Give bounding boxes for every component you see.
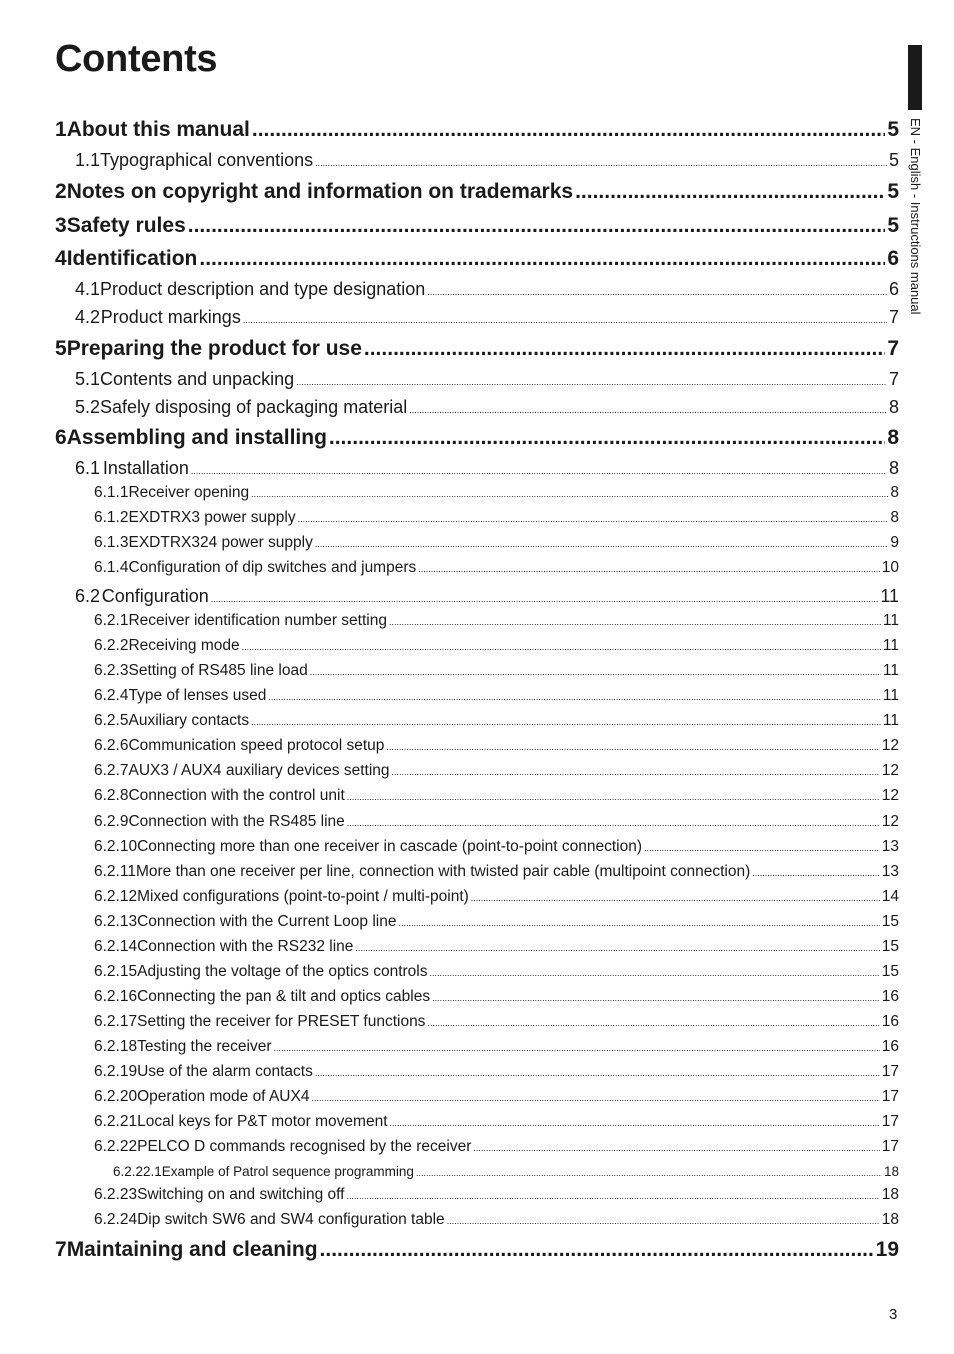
toc-entry-number: 1.1 [75, 150, 101, 170]
toc-entry-page: 12 [881, 762, 899, 779]
toc-entry-number: 6.2.2 [94, 637, 129, 654]
toc-entry-title: Contents and unpacking [100, 369, 295, 389]
toc-entry-number: 7 [55, 1238, 67, 1261]
toc-entry-number: 6.2.22 [94, 1138, 138, 1155]
toc-entry-number: 6 [55, 426, 67, 449]
toc-entry-number: 6.2.4 [94, 687, 129, 704]
toc-entry-title: Installation [102, 458, 189, 478]
toc-entry-number: 6.2.15 [94, 963, 138, 980]
toc-entry-title: Connection with the RS485 line [128, 813, 345, 830]
toc-dot-leader [389, 617, 881, 627]
toc-entry[interactable] [55, 214, 899, 238]
toc-dot-leader [346, 1191, 879, 1201]
toc-entry-page: 18 [881, 1211, 899, 1228]
toc-entry-page: 17 [881, 1063, 899, 1080]
toc-entry-page: 18 [883, 1164, 899, 1179]
toc-dot-leader [311, 1093, 879, 1103]
toc-entry-number: 6.1.2 [94, 509, 129, 526]
toc-entry-number: 6.2.8 [94, 787, 129, 804]
toc-dot-leader [409, 405, 887, 415]
toc-dot-leader [418, 564, 880, 574]
toc-dot-leader [310, 667, 881, 677]
toc-entry-title: Local keys for P&T motor movement [137, 1113, 388, 1130]
toc-entry-number: 6.2.11 [94, 863, 136, 880]
toc-entry-title: Product markings [100, 307, 241, 327]
toc-dot-leader [390, 1118, 880, 1128]
toc-entry-title: Maintaining and cleaning [66, 1238, 318, 1261]
toc-entry-page: 7 [888, 307, 899, 327]
toc-entry-title: Assembling and installing [66, 426, 327, 449]
toc-entry[interactable] [94, 1186, 899, 1204]
toc-entry-page: 11 [882, 637, 899, 654]
toc-entry-page: 8 [888, 397, 899, 417]
toc-entry-page: 8 [888, 458, 899, 478]
toc-dot-leader [355, 943, 879, 953]
toc-entry[interactable] [94, 1013, 899, 1031]
toc-entry-page: 11 [882, 687, 899, 704]
toc-entry-title: EXDTRX324 power supply [128, 534, 313, 551]
toc-entry[interactable] [94, 1063, 899, 1081]
toc-entry-title: Receiver opening [128, 484, 250, 501]
toc-entry-title: Use of the alarm contacts [137, 1063, 313, 1080]
toc-entry[interactable] [94, 687, 899, 705]
toc-entry-page: 17 [881, 1088, 899, 1105]
toc-entry-page: 13 [881, 863, 899, 880]
toc-entry-page: 7 [887, 337, 899, 360]
toc-entry[interactable] [94, 813, 899, 831]
toc-entry[interactable] [94, 762, 899, 780]
toc-entry[interactable] [55, 426, 899, 450]
page-number: 3 [889, 1306, 898, 1323]
toc-entry[interactable] [94, 737, 899, 755]
toc-entry[interactable] [94, 787, 899, 805]
toc-entry[interactable] [94, 1088, 899, 1106]
toc-entry-title: More than one receiver per line, connection with twisted pair cable (multipoint connection) [135, 863, 751, 880]
toc-entry-title: Connecting the pan & tilt and optics cables [137, 988, 431, 1005]
toc-entry-number: 6.2.22.1 [113, 1164, 162, 1179]
toc-entry-title: Preparing the product for use [66, 337, 362, 360]
toc-entry-number: 6.2.23 [94, 1186, 138, 1203]
toc-dot-leader [274, 1043, 880, 1053]
language-tab-marker [908, 45, 922, 110]
toc-entry-title: Testing the receiver [137, 1038, 272, 1055]
toc-entry[interactable] [55, 337, 899, 361]
toc-entry-page: 10 [881, 559, 899, 576]
toc-dot-leader [392, 767, 880, 777]
toc-entry-number: 6.1.1 [94, 484, 129, 501]
toc-entry-title: Safely disposing of packaging material [100, 397, 408, 417]
toc-entry[interactable] [94, 863, 899, 881]
toc-entry-title: Setting the receiver for PRESET functions [137, 1013, 426, 1030]
toc-dot-leader [427, 287, 887, 297]
side-language-label: EN - English - Instructions manual [908, 118, 923, 315]
toc-entry[interactable] [94, 988, 899, 1006]
toc-entry[interactable] [55, 118, 899, 142]
toc-dot-leader [364, 337, 885, 361]
toc-entry-title: Connection with the RS232 line [137, 938, 354, 955]
toc-dot-leader [211, 594, 879, 604]
toc-entry[interactable] [94, 938, 899, 956]
toc-entry-number: 6.2.7 [94, 762, 129, 779]
toc-entry[interactable] [94, 637, 899, 655]
toc-dot-leader [315, 1068, 880, 1078]
toc-dot-leader [251, 717, 881, 727]
toc-entry[interactable] [55, 1238, 899, 1262]
toc-dot-leader [188, 214, 886, 238]
toc-entry[interactable] [94, 1113, 899, 1131]
toc-entry-page: 13 [881, 838, 899, 855]
toc-entry-number: 6.2.21 [94, 1113, 138, 1130]
toc-dot-leader [644, 843, 880, 853]
toc-entry-number: 6.2.5 [94, 712, 129, 729]
toc-entry-title: Notes on copyright and information on trademarks [66, 180, 574, 203]
toc-entry-number: 6.2.16 [94, 988, 138, 1005]
toc-entry-number: 6.2.14 [94, 938, 138, 955]
toc-entry[interactable] [94, 1211, 899, 1229]
toc-entry-title: PELCO D commands recognised by the receiver [137, 1138, 472, 1155]
toc-dot-leader [432, 993, 880, 1003]
toc-entry-number: 6.2.18 [94, 1038, 138, 1055]
toc-dot-leader [752, 868, 880, 878]
toc-entry[interactable] [75, 279, 899, 300]
toc-entry-page: 12 [881, 787, 899, 804]
toc-entry[interactable] [75, 307, 899, 328]
toc-dot-leader [429, 968, 879, 978]
toc-entry[interactable] [113, 1164, 899, 1179]
toc-entry[interactable] [94, 712, 899, 730]
toc-entry-page: 12 [881, 813, 899, 830]
toc-entry-title: Communication speed protocol setup [128, 737, 385, 754]
toc-entry-page: 17 [881, 1138, 899, 1155]
toc-entry-page: 15 [881, 963, 899, 980]
toc-entry[interactable] [94, 484, 899, 502]
toc-dot-leader [242, 642, 881, 652]
toc-entry-page: 5 [888, 150, 899, 170]
toc-entry[interactable] [94, 1038, 899, 1056]
toc-entry-number: 6.2.1 [94, 612, 129, 629]
toc-entry-number: 1 [55, 118, 67, 141]
toc-dot-leader [191, 466, 887, 476]
toc-entry-title: Mixed configurations (point-to-point / multi-point) [137, 888, 469, 905]
toc-entry-page: 11 [882, 712, 899, 729]
toc-entry-page: 8 [890, 509, 899, 526]
toc-entry-page: 16 [881, 1013, 899, 1030]
toc-entry-number: 2 [55, 180, 67, 203]
toc-entry-title: Receiving mode [128, 637, 240, 654]
toc-entry-number: 6.2.19 [94, 1063, 138, 1080]
toc-entry-title: Operation mode of AUX4 [137, 1088, 310, 1105]
toc-entry[interactable] [75, 397, 899, 418]
toc-entry-title: Identification [66, 247, 198, 270]
toc-dot-leader [471, 893, 880, 903]
toc-entry-page: 6 [887, 247, 899, 270]
toc-dot-leader [252, 118, 885, 142]
toc-entry-number: 6.2.9 [94, 813, 129, 830]
toc-entry-page: 7 [888, 369, 899, 389]
toc-entry-number: 6.1.4 [94, 559, 129, 576]
toc-entry-page: 11 [882, 662, 899, 679]
toc-entry-number: 5.1 [75, 369, 101, 389]
toc-dot-leader [251, 489, 888, 499]
toc-entry-page: 15 [881, 938, 899, 955]
toc-entry-title: Dip switch SW6 and SW4 configuration table [137, 1211, 445, 1228]
toc-entry-title: Setting of RS485 line load [128, 662, 308, 679]
toc-dot-leader [398, 918, 879, 928]
toc-dot-leader [347, 818, 880, 828]
toc-dot-leader [329, 426, 885, 450]
toc-entry-title: Typographical conventions [100, 150, 314, 170]
toc-dot-leader [575, 180, 885, 204]
toc-entry-page: 12 [881, 737, 899, 754]
toc-dot-leader [298, 514, 889, 524]
toc-entry-number: 6.2.20 [94, 1088, 138, 1105]
toc-dot-leader [315, 158, 887, 168]
toc-entry-number: 6.2 [75, 586, 101, 606]
toc-entry-page: 16 [881, 1038, 899, 1055]
toc-dot-leader [268, 692, 881, 702]
page-title: Contents [55, 38, 218, 80]
toc-dot-leader [416, 1168, 882, 1178]
toc-entry-page: 18 [881, 1186, 899, 1203]
toc-entry[interactable] [94, 662, 899, 680]
toc-entry-title: AUX3 / AUX4 auxiliary devices setting [128, 762, 390, 779]
toc-entry-number: 6.2.12 [94, 888, 138, 905]
toc-dot-leader [320, 1238, 874, 1262]
toc-entry-page: 8 [887, 426, 899, 449]
toc-entry[interactable] [75, 369, 899, 390]
toc-entry-number: 4.1 [75, 279, 101, 299]
toc-entry-page: 5 [887, 118, 899, 141]
toc-entry-number: 4 [55, 247, 67, 270]
toc-entry-title: Connection with the Current Loop line [137, 913, 397, 930]
toc-entry-title: Adjusting the voltage of the optics controls [137, 963, 428, 980]
toc-entry-page: 17 [881, 1113, 899, 1130]
toc-entry-title: Configuration of dip switches and jumpers [128, 559, 417, 576]
toc-entry[interactable] [75, 458, 899, 479]
toc-entry-page: 11 [882, 612, 899, 629]
toc-dot-leader [473, 1143, 879, 1153]
toc-entry-number: 3 [55, 214, 67, 237]
toc-entry-page: 9 [890, 534, 899, 551]
toc-entry[interactable] [94, 888, 899, 906]
toc-dot-leader [243, 315, 887, 325]
toc-entry-title: Auxiliary contacts [128, 712, 250, 729]
toc-entry-page: 16 [881, 988, 899, 1005]
toc-entry[interactable] [94, 509, 899, 527]
toc-entry-number: 6.1.3 [94, 534, 129, 551]
toc-entry[interactable] [94, 913, 899, 931]
toc-entry-page: 11 [880, 586, 899, 606]
toc-entry-title: Example of Patrol sequence programming [161, 1164, 414, 1179]
toc-entry-page: 15 [881, 913, 899, 930]
toc-entry-number: 5 [55, 337, 67, 360]
toc-entry-title: EXDTRX3 power supply [128, 509, 296, 526]
toc-entry-number: 6.2.6 [94, 737, 129, 754]
toc-entry[interactable] [94, 838, 899, 856]
toc-dot-leader [347, 792, 880, 802]
toc-entry-number: 4.2 [75, 307, 101, 327]
toc-entry-title: Connecting more than one receiver in cascade (point-to-point connection) [137, 838, 643, 855]
toc-dot-leader [386, 742, 879, 752]
toc-entry-title: Switching on and switching off [137, 1186, 345, 1203]
toc-entry[interactable] [55, 180, 899, 204]
toc-entry-title: Connection with the control unit [128, 787, 345, 804]
toc-entry[interactable] [75, 150, 899, 171]
toc-dot-leader [427, 1018, 879, 1028]
toc-entry[interactable] [94, 612, 899, 630]
toc-entry[interactable] [75, 586, 899, 607]
toc-entry-page: 6 [888, 279, 899, 299]
toc-entry[interactable] [55, 247, 899, 271]
toc-entry[interactable] [94, 534, 899, 552]
toc-entry-number: 6.2.3 [94, 662, 129, 679]
toc-entry-page: 5 [887, 214, 899, 237]
toc-entry-title: Product description and type designation [100, 279, 426, 299]
toc-entry-number: 6.2.10 [94, 838, 138, 855]
toc-entry-page: 14 [881, 888, 899, 905]
toc-dot-leader [296, 377, 887, 387]
toc-entry-number: 6.2.24 [94, 1211, 138, 1228]
toc-entry-number: 5.2 [75, 397, 101, 417]
toc-entry-number: 6.2.13 [94, 913, 138, 930]
toc-entry-title: Configuration [101, 586, 209, 606]
toc-entry-page: 8 [890, 484, 899, 501]
toc-entry[interactable] [94, 1138, 899, 1156]
toc-entry-number: 6.2.17 [94, 1013, 138, 1030]
toc-entry-number: 6.1 [75, 458, 101, 478]
toc-entry-page: 19 [875, 1238, 899, 1261]
toc-entry-title: Receiver identification number setting [128, 612, 387, 629]
toc-entry[interactable] [94, 963, 899, 981]
toc-dot-leader [199, 247, 885, 271]
toc-entry-title: Safety rules [66, 214, 186, 237]
toc-entry-title: Type of lenses used [128, 687, 267, 704]
toc-dot-leader [447, 1216, 880, 1226]
toc-entry-page: 5 [887, 180, 899, 203]
toc-entry[interactable] [94, 559, 899, 577]
toc-dot-leader [315, 539, 889, 549]
toc-entry-title: About this manual [66, 118, 250, 141]
